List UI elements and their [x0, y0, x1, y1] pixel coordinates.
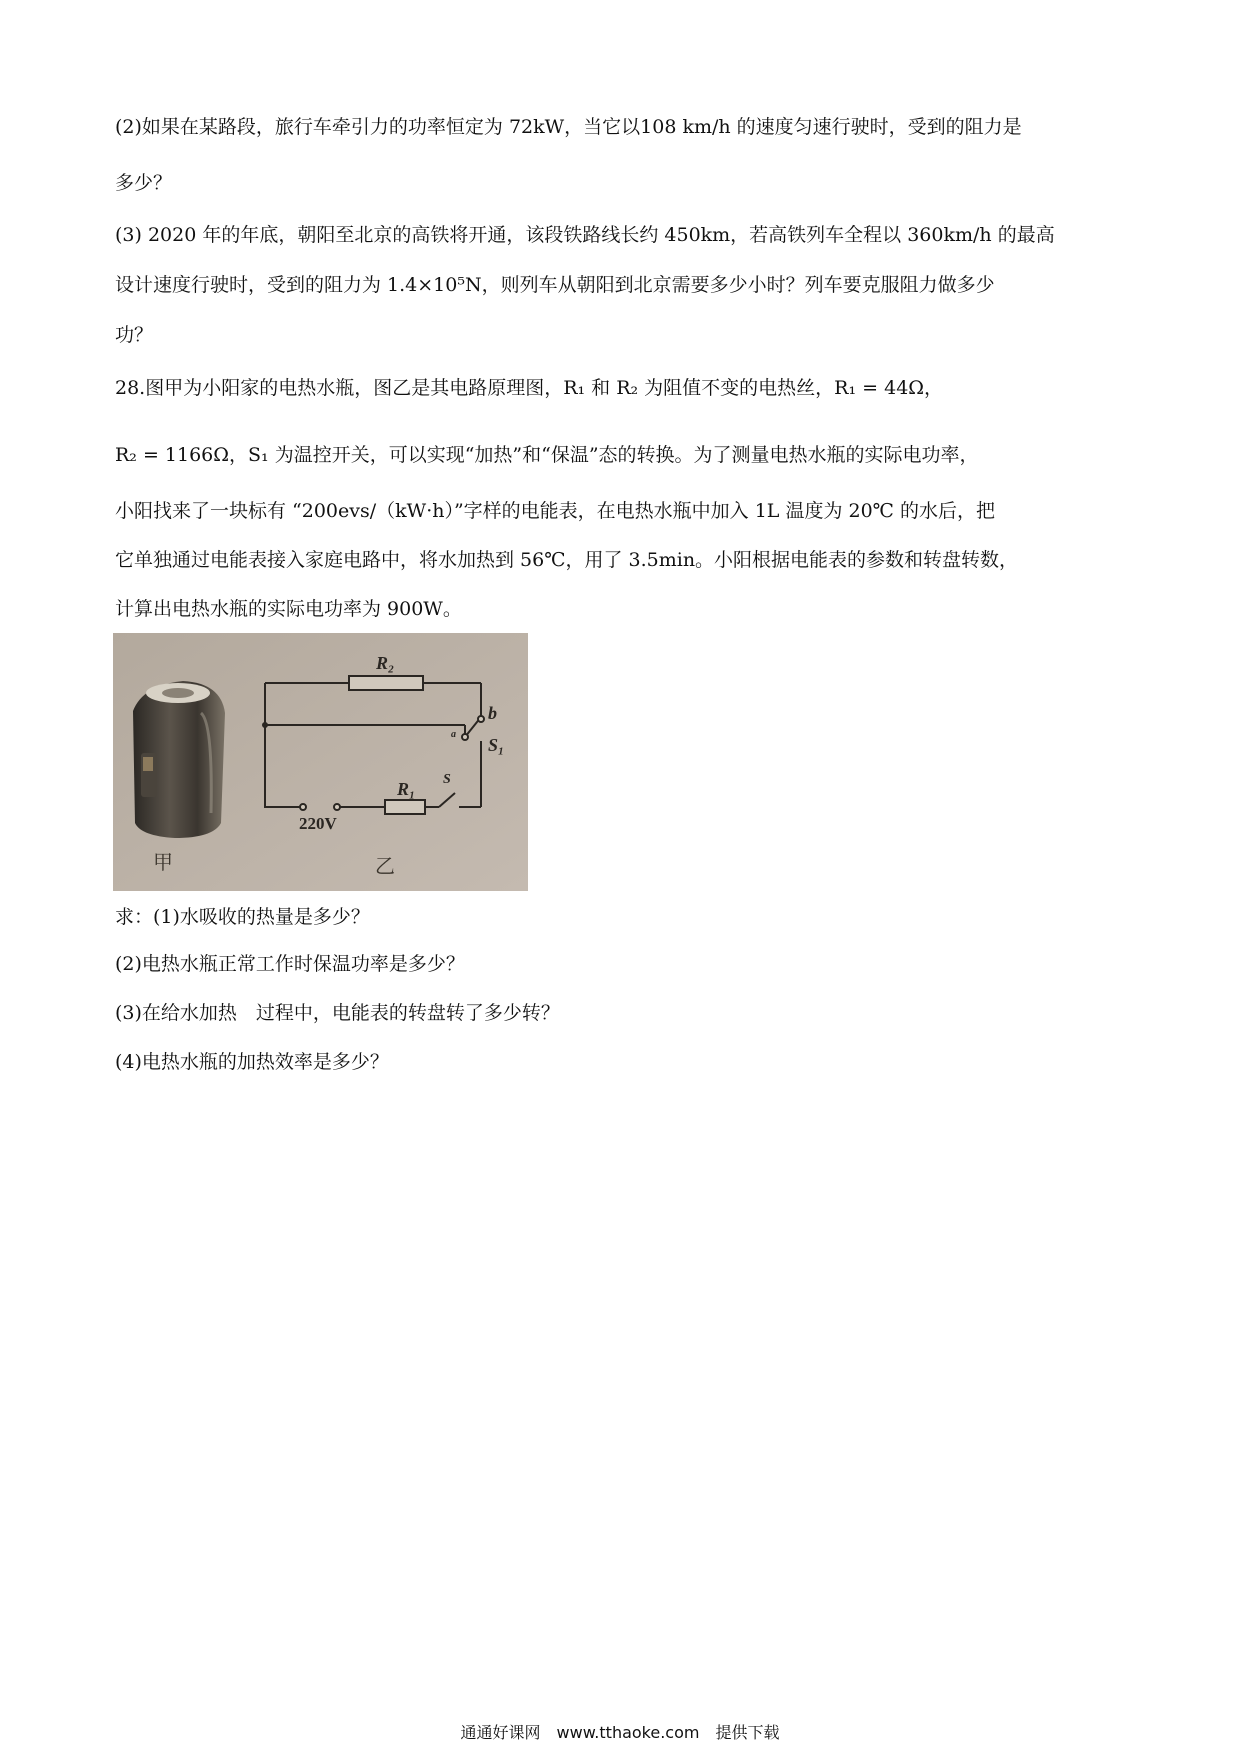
label-voltage: 220V	[299, 814, 337, 833]
label-s: S	[443, 772, 451, 787]
text-line: 28.图甲为小阳家的电热水瓶，图乙是其电路原理图，R₁ 和 R₂ 为阻值不变的电热丝，R₁ = 44Ω，	[115, 377, 944, 399]
text-line: 它单独通过电能表接入家庭电路中，将水加热到 56℃，用了 3.5min。小阳根据电能表的参数和转盘转数，	[115, 549, 1019, 571]
figure-svg	[113, 633, 528, 891]
question-item: (2)电热水瓶正常工作时保温功率是多少？	[115, 953, 465, 975]
text-line: 计算出电热水瓶的实际电功率为 900W。	[115, 598, 462, 620]
text-line: 设计速度行驶时，受到的阻力为 1.4×10⁵N，则列车从朝阳到北京需要多少小时？列车要克服阻力做多少	[115, 274, 995, 296]
label-a: a	[451, 729, 456, 740]
text-line: 多少？	[115, 172, 173, 194]
figure-photo	[113, 633, 528, 891]
question-item: 求：(1)水吸收的热量是多少？	[115, 906, 370, 928]
label-s1: S₁	[488, 735, 505, 755]
question-item: (3)在给水加热 过程中，电能表的转盘转了多少转？	[115, 1002, 560, 1024]
caption-jia: 甲	[153, 850, 173, 874]
text-line: (2)如果在某路段，旅行车牵引力的功率恒定为 72kW，当它以108 km/h 的速度匀速行驶时，受到的阻力是	[115, 116, 1022, 138]
text-line: R₂ = 1166Ω，S₁ 为温控开关，可以实现“加热”和“保温”态的转换。为了测量电热水瓶的实际电功率，	[115, 444, 979, 466]
label-b: b	[488, 703, 497, 723]
text-line: 功？	[115, 324, 154, 346]
label-r2: R₂	[376, 653, 395, 673]
text-line: (3) 2020 年的年底，朝阳至北京的高铁将开通，该段铁路线长约 450km，若高铁列车全程以 360km/h 的最高	[115, 224, 1055, 246]
text-line: 小阳找来了一块标有 “200evs/（kW·h）”字样的电能表，在电热水瓶中加入 1L 温度为 20℃ 的水后，把	[115, 500, 995, 522]
label-r1: R₁	[397, 779, 416, 799]
page-footer: 通通好课网 www.tthaoke.com 提供下载	[460, 1723, 780, 1742]
caption-yi: 乙	[375, 854, 395, 878]
kettle-image	[133, 681, 225, 838]
question-item: (4)电热水瓶的加热效率是多少？	[115, 1051, 389, 1073]
